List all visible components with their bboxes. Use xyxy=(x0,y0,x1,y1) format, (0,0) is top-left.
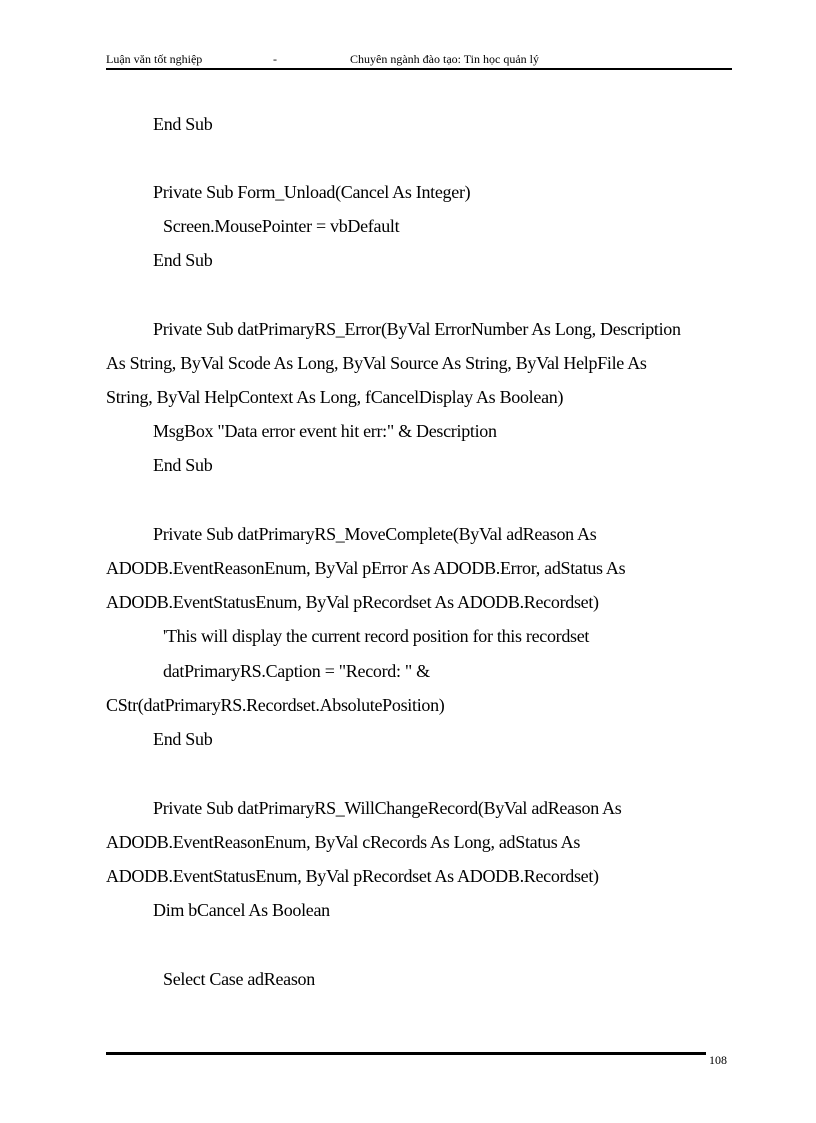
code-line: End Sub xyxy=(153,114,213,134)
page-header xyxy=(106,52,732,68)
page-number: 108 xyxy=(709,1053,727,1067)
code-line: ADODB.EventReasonEnum, ByVal pError As ADODB.Error, adStatus As xyxy=(106,558,626,578)
header-separator: - xyxy=(273,52,277,66)
footer-rule xyxy=(106,1052,706,1055)
code-line: ADODB.EventReasonEnum, ByVal cRecords As Long, adStatus As xyxy=(106,832,581,852)
code-line: MsgBox "Data error event hit err:" & Description xyxy=(153,421,497,441)
header-thesis-label: Luận văn tốt nghiệp xyxy=(106,52,203,66)
header-rule xyxy=(106,68,732,70)
code-comment-line: 'This will display the current record position for this recordset xyxy=(163,626,590,646)
code-line: As String, ByVal Scode As Long, ByVal Source As String, ByVal HelpFile As xyxy=(106,353,647,373)
code-line: ADODB.EventStatusEnum, ByVal pRecordset As ADODB.Recordset) xyxy=(106,592,599,612)
code-line: Private Sub datPrimaryRS_Error(ByVal ErrorNumber As Long, Description xyxy=(153,319,681,339)
code-line: Private Sub datPrimaryRS_WillChangeRecord(ByVal adReason As xyxy=(153,798,622,818)
code-line: Private Sub Form_Unload(Cancel As Integer) xyxy=(153,182,471,202)
code-line: CStr(datPrimaryRS.Recordset.AbsolutePosition) xyxy=(106,695,445,715)
code-line: End Sub xyxy=(153,250,213,270)
code-line: Select Case adReason xyxy=(163,969,315,989)
code-line: End Sub xyxy=(153,455,213,475)
code-line: datPrimaryRS.Caption = "Record: " & xyxy=(163,661,430,681)
code-line: Dim bCancel As Boolean xyxy=(153,900,330,920)
code-line: ADODB.EventStatusEnum, ByVal pRecordset As ADODB.Recordset) xyxy=(106,866,599,886)
code-line: Private Sub datPrimaryRS_MoveComplete(ByVal adReason As xyxy=(153,524,597,544)
code-line: End Sub xyxy=(153,729,213,749)
code-line: String, ByVal HelpContext As Long, fCancelDisplay As Boolean) xyxy=(106,387,564,407)
code-line: Screen.MousePointer = vbDefault xyxy=(163,216,400,236)
header-major-label: Chuyên ngành đào tạo: Tin học quản lý xyxy=(350,52,539,66)
